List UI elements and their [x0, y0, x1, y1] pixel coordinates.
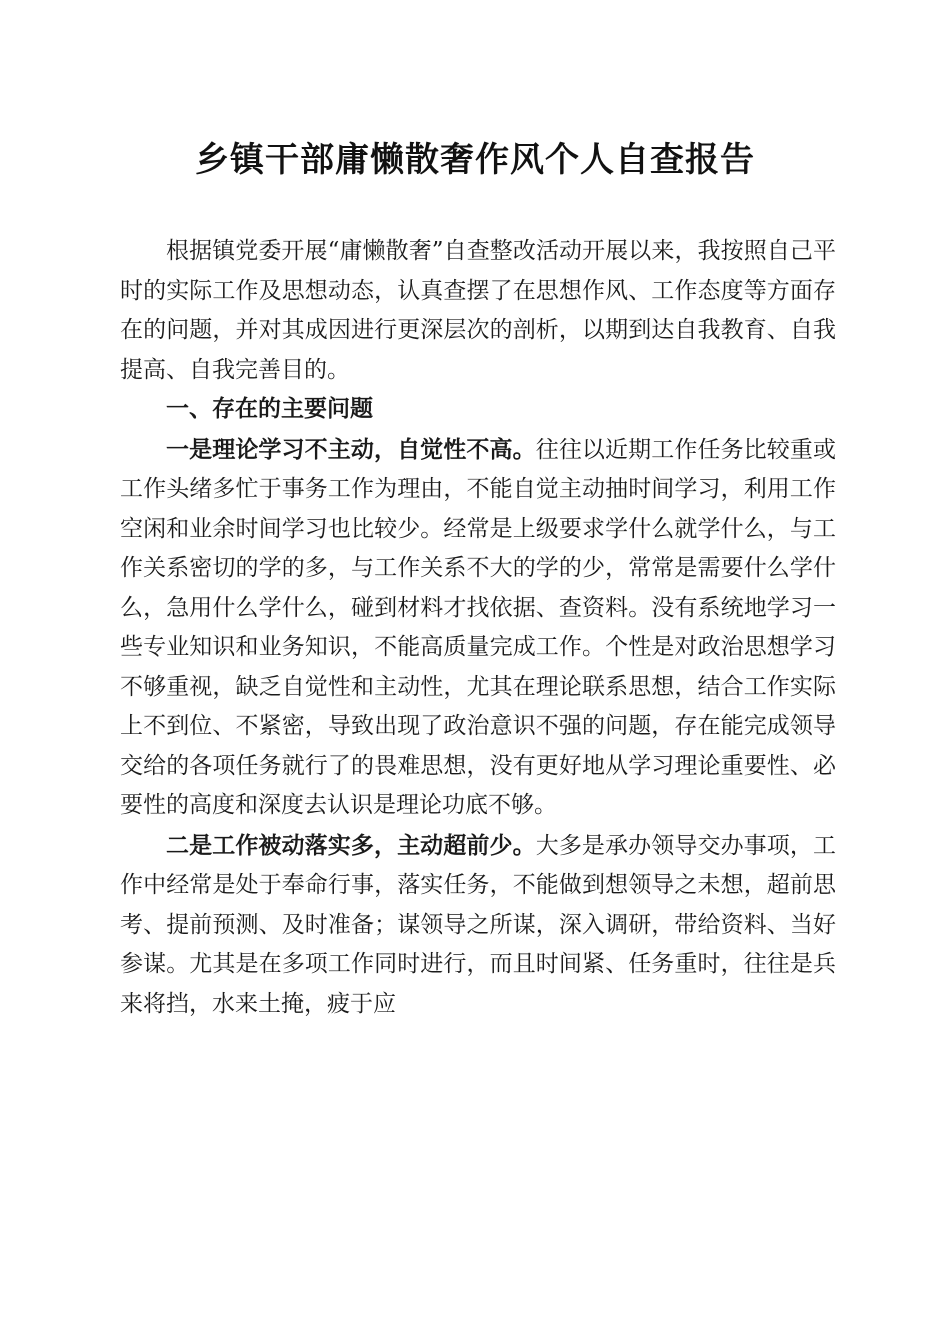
- problem-point-2-text: 大多是承办领导交办事项，工作中经常是处于奉命行事，落实任务，不能做到想领导之未想，超前思考、提前预测、及时准备；谋领导之所谋，深入调研，带给资料、当好参谋。尤其是在多项工作同时进行，而且时间紧、任务重时，往往是兵来将挡，水来土掩，疲于应: [120, 832, 837, 1017]
- document-title: 乡镇干部庸懒散奢作风个人自查报告: [195, 140, 755, 180]
- problem-point-1-lead: 一是理论学习不主动，自觉性不高。: [166, 435, 536, 463]
- intro-paragraph: 根据镇党委开展“庸懒散奢”自查整改活动开展以来，我按照自己平时的实际工作及思想动态，认真查摆了在思想作风、工作态度等方面存在的问题，并对其成因进行更深层次的剖析，以期到达自我教育、自我提高、自我完善目的。: [120, 238, 836, 383]
- document-body: [120, 232, 836, 1024]
- problem-point-1-text: 往往以近期工作任务比较重或工作头绪多忙于事务工作为理由，不能自觉主动抽时间学习，利用工作空闲和业余时间学习也比较少。经常是上级要求学什么就学什么，与工作关系密切的学的多，与工作关系不大的学的少，常常是需要什么学什么，急用什么学什么，碰到材料才找依据、查资料。没有系统地学习一些专业知识和业务知识，不能高质量完成工作。个性是对政治思想学习不够重视，缺乏自觉性和主动性，尤其在理论联系思想，结合工作实际上不到位、不紧密，导致出现了政治意识不强的问题，存在能完成领导交给的各项任务就行了的畏难思想，没有更好地从学习理论重要性、必要性的高度和深度去认识是理论功底不够。: [120, 436, 837, 818]
- problem-point-2-lead: 二是工作被动落实多，主动超前少。: [166, 831, 536, 859]
- problem-point-1: [120, 430, 836, 826]
- section-heading-main-problems: 一、存在的主要问题: [166, 396, 373, 422]
- problem-point-2: [120, 826, 836, 1025]
